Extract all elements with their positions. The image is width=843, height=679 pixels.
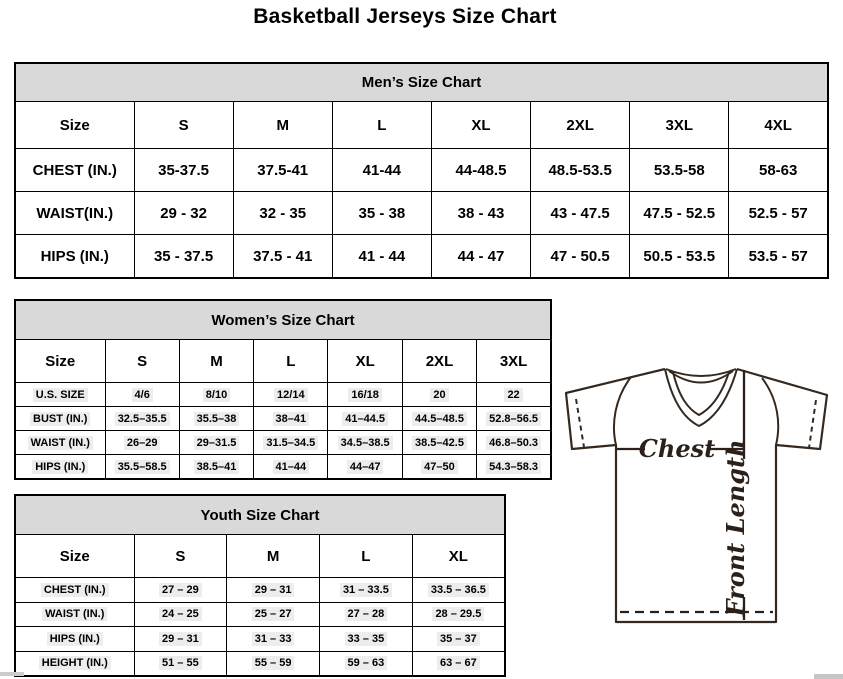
cell-text: HEIGHT (IN.) bbox=[39, 656, 111, 670]
value-cell: 48.5-53.5 bbox=[531, 149, 630, 192]
value-cell: 44-48.5 bbox=[431, 149, 530, 192]
womens-col-header-xl: XL bbox=[328, 340, 402, 383]
cell-text: 38.5–42.5 bbox=[412, 436, 467, 450]
womens-table-row bbox=[15, 431, 551, 455]
cell-text: 8/10 bbox=[203, 388, 230, 402]
value-cell bbox=[320, 578, 413, 603]
youth-size-chart-table bbox=[14, 494, 506, 677]
cell-text: 26–29 bbox=[124, 436, 161, 450]
value-cell bbox=[134, 578, 227, 603]
value-cell bbox=[227, 627, 320, 652]
mens-col-header-3xl: 3XL bbox=[630, 102, 729, 149]
mens-col-header-size: Size bbox=[15, 102, 134, 149]
value-cell bbox=[134, 627, 227, 652]
cell-text: 38.5–41 bbox=[194, 460, 240, 474]
value-cell bbox=[227, 578, 320, 603]
womens-col-header-l: L bbox=[254, 340, 328, 383]
youth-table-row bbox=[15, 627, 505, 652]
value-cell bbox=[320, 627, 413, 652]
mens-col-header-xl: XL bbox=[431, 102, 530, 149]
value-cell bbox=[134, 651, 227, 676]
cell-text: 54.3–58.3 bbox=[486, 460, 541, 474]
value-cell bbox=[179, 455, 253, 480]
womens-col-header-m: M bbox=[179, 340, 253, 383]
cell-text: 47–50 bbox=[421, 460, 458, 474]
cell-text: 38–41 bbox=[273, 412, 310, 426]
cell-text: 31 – 33.5 bbox=[340, 583, 392, 597]
value-cell: 50.5 - 53.5 bbox=[630, 235, 729, 279]
womens-col-header-2xl: 2XL bbox=[402, 340, 476, 383]
value-cell: 35 - 37.5 bbox=[134, 235, 233, 279]
cell-text: 29 – 31 bbox=[252, 583, 295, 597]
cell-text: 4/6 bbox=[132, 388, 153, 402]
cell-text: 55 – 59 bbox=[252, 656, 295, 670]
row-label: CHEST (IN.) bbox=[15, 149, 134, 192]
cell-text: 32.5–35.5 bbox=[115, 412, 170, 426]
youth-col-header-l: L bbox=[320, 535, 413, 578]
cell-text: 41–44 bbox=[273, 460, 310, 474]
value-cell: 53.5 - 57 bbox=[729, 235, 828, 279]
womens-size-chart-section bbox=[14, 299, 552, 480]
value-cell bbox=[105, 431, 179, 455]
value-cell bbox=[477, 383, 551, 407]
cuff-dash-left bbox=[576, 399, 584, 447]
value-cell bbox=[477, 455, 551, 480]
mens-table-row bbox=[15, 235, 828, 279]
cell-text: 35.5–58.5 bbox=[115, 460, 170, 474]
mens-size-chart-section bbox=[14, 62, 829, 279]
womens-table-row bbox=[15, 407, 551, 431]
value-cell bbox=[134, 602, 227, 627]
cell-text: 52.8–56.5 bbox=[486, 412, 541, 426]
youth-col-header-s: S bbox=[134, 535, 227, 578]
cell-text: CHEST (IN.) bbox=[41, 583, 109, 597]
cell-text: HIPS (IN.) bbox=[32, 460, 88, 474]
value-cell: 53.5-58 bbox=[630, 149, 729, 192]
cell-text: 51 – 55 bbox=[159, 656, 202, 670]
row-label bbox=[15, 602, 134, 627]
womens-table-row bbox=[15, 383, 551, 407]
cell-text: 20 bbox=[430, 388, 448, 402]
cell-text: 29–31.5 bbox=[194, 436, 240, 450]
youth-col-header-size: Size bbox=[15, 535, 134, 578]
mens-table-row bbox=[15, 192, 828, 235]
row-label: WAIST(IN.) bbox=[15, 192, 134, 235]
mens-size-chart-table bbox=[14, 62, 829, 279]
cell-text: 44.5–48.5 bbox=[412, 412, 467, 426]
womens-size-chart-table bbox=[14, 299, 552, 480]
value-cell bbox=[328, 431, 402, 455]
cell-text: 59 – 63 bbox=[345, 656, 388, 670]
scrollbar-fragment-right bbox=[814, 674, 843, 679]
row-label bbox=[15, 383, 105, 407]
value-cell bbox=[179, 407, 253, 431]
youth-table-row bbox=[15, 651, 505, 676]
value-cell bbox=[412, 602, 505, 627]
cell-text: 41–44.5 bbox=[342, 412, 388, 426]
mens-chart-title: Men’s Size Chart bbox=[15, 63, 828, 102]
youth-col-header-m: M bbox=[227, 535, 320, 578]
value-cell bbox=[328, 455, 402, 480]
value-cell: 37.5-41 bbox=[233, 149, 332, 192]
cell-text: 24 – 25 bbox=[159, 607, 202, 621]
row-label bbox=[15, 407, 105, 431]
value-cell bbox=[402, 407, 476, 431]
womens-table-row bbox=[15, 455, 551, 480]
value-cell bbox=[477, 431, 551, 455]
cell-text: BUST (IN.) bbox=[30, 412, 90, 426]
cell-text: 29 – 31 bbox=[159, 632, 202, 646]
mens-col-header-m: M bbox=[233, 102, 332, 149]
youth-col-header-xl: XL bbox=[412, 535, 505, 578]
cell-text: 22 bbox=[504, 388, 522, 402]
cell-text: WAIST (IN.) bbox=[28, 436, 93, 450]
value-cell bbox=[227, 651, 320, 676]
youth-size-chart-section bbox=[14, 494, 506, 677]
row-label bbox=[15, 651, 134, 676]
cell-text: 34.5–38.5 bbox=[338, 436, 393, 450]
cell-text: 35.5–38 bbox=[194, 412, 240, 426]
value-cell bbox=[320, 602, 413, 627]
value-cell bbox=[105, 455, 179, 480]
value-cell bbox=[412, 627, 505, 652]
chest-label: Chest bbox=[638, 434, 716, 463]
cell-text: HIPS (IN.) bbox=[47, 632, 103, 646]
womens-col-header-size: Size bbox=[15, 340, 105, 383]
youth-table-row bbox=[15, 602, 505, 627]
value-cell: 44 - 47 bbox=[431, 235, 530, 279]
value-cell bbox=[402, 455, 476, 480]
value-cell: 38 - 43 bbox=[431, 192, 530, 235]
value-cell bbox=[105, 383, 179, 407]
value-cell bbox=[105, 407, 179, 431]
value-cell bbox=[179, 431, 253, 455]
value-cell: 35-37.5 bbox=[134, 149, 233, 192]
value-cell: 52.5 - 57 bbox=[729, 192, 828, 235]
value-cell bbox=[412, 651, 505, 676]
mens-col-header-s: S bbox=[134, 102, 233, 149]
value-cell bbox=[254, 407, 328, 431]
value-cell: 41 - 44 bbox=[332, 235, 431, 279]
cell-text: 46.8–50.3 bbox=[486, 436, 541, 450]
value-cell bbox=[254, 455, 328, 480]
womens-col-header-3xl: 3XL bbox=[477, 340, 551, 383]
row-label: HIPS (IN.) bbox=[15, 235, 134, 279]
value-cell bbox=[402, 383, 476, 407]
value-cell: 47.5 - 52.5 bbox=[630, 192, 729, 235]
value-cell: 41-44 bbox=[332, 149, 431, 192]
cell-text: 25 – 27 bbox=[252, 607, 295, 621]
value-cell bbox=[328, 383, 402, 407]
value-cell: 29 - 32 bbox=[134, 192, 233, 235]
mens-table-row bbox=[15, 149, 828, 192]
value-cell bbox=[320, 651, 413, 676]
value-cell bbox=[254, 431, 328, 455]
cell-text: 27 – 28 bbox=[345, 607, 388, 621]
row-label bbox=[15, 578, 134, 603]
cell-text: 31.5–34.5 bbox=[263, 436, 318, 450]
mens-col-header-4xl: 4XL bbox=[729, 102, 828, 149]
front-length-label: Front Length bbox=[721, 439, 750, 617]
cell-text: 28 – 29.5 bbox=[432, 607, 484, 621]
value-cell bbox=[328, 407, 402, 431]
mens-col-header-2xl: 2XL bbox=[531, 102, 630, 149]
cell-text: 31 – 33 bbox=[252, 632, 295, 646]
cell-text: 12/14 bbox=[274, 388, 308, 402]
jersey-seam-right bbox=[762, 378, 778, 445]
value-cell bbox=[412, 578, 505, 603]
cell-text: 44–47 bbox=[347, 460, 384, 474]
cell-text: 27 – 29 bbox=[159, 583, 202, 597]
row-label bbox=[15, 627, 134, 652]
value-cell: 32 - 35 bbox=[233, 192, 332, 235]
value-cell: 47 - 50.5 bbox=[531, 235, 630, 279]
cell-text: 33 – 35 bbox=[345, 632, 388, 646]
value-cell bbox=[402, 431, 476, 455]
cell-text: 16/18 bbox=[348, 388, 382, 402]
page-title: Basketball Jerseys Size Chart bbox=[253, 5, 557, 28]
cell-text: 35 – 37 bbox=[437, 632, 480, 646]
value-cell bbox=[227, 602, 320, 627]
jersey-diagram bbox=[558, 360, 836, 630]
womens-chart-title: Women’s Size Chart bbox=[15, 300, 551, 340]
cell-text: 63 – 67 bbox=[437, 656, 480, 670]
row-label bbox=[15, 455, 105, 480]
value-cell: 35 - 38 bbox=[332, 192, 431, 235]
value-cell bbox=[477, 407, 551, 431]
cell-text: U.S. SIZE bbox=[33, 388, 88, 402]
cell-text: WAIST (IN.) bbox=[42, 607, 107, 621]
value-cell: 58-63 bbox=[729, 149, 828, 192]
jersey-seam-left bbox=[614, 377, 631, 445]
cell-text: 33.5 – 36.5 bbox=[428, 583, 489, 597]
youth-chart-title: Youth Size Chart bbox=[15, 495, 505, 535]
cuff-dash-right bbox=[809, 400, 816, 448]
scrollbar-fragment-left bbox=[0, 672, 24, 676]
womens-col-header-s: S bbox=[105, 340, 179, 383]
youth-table-row bbox=[15, 578, 505, 603]
value-cell bbox=[179, 383, 253, 407]
value-cell: 37.5 - 41 bbox=[233, 235, 332, 279]
jersey-outline bbox=[566, 369, 827, 622]
value-cell: 43 - 47.5 bbox=[531, 192, 630, 235]
row-label bbox=[15, 431, 105, 455]
value-cell bbox=[254, 383, 328, 407]
mens-col-header-l: L bbox=[332, 102, 431, 149]
